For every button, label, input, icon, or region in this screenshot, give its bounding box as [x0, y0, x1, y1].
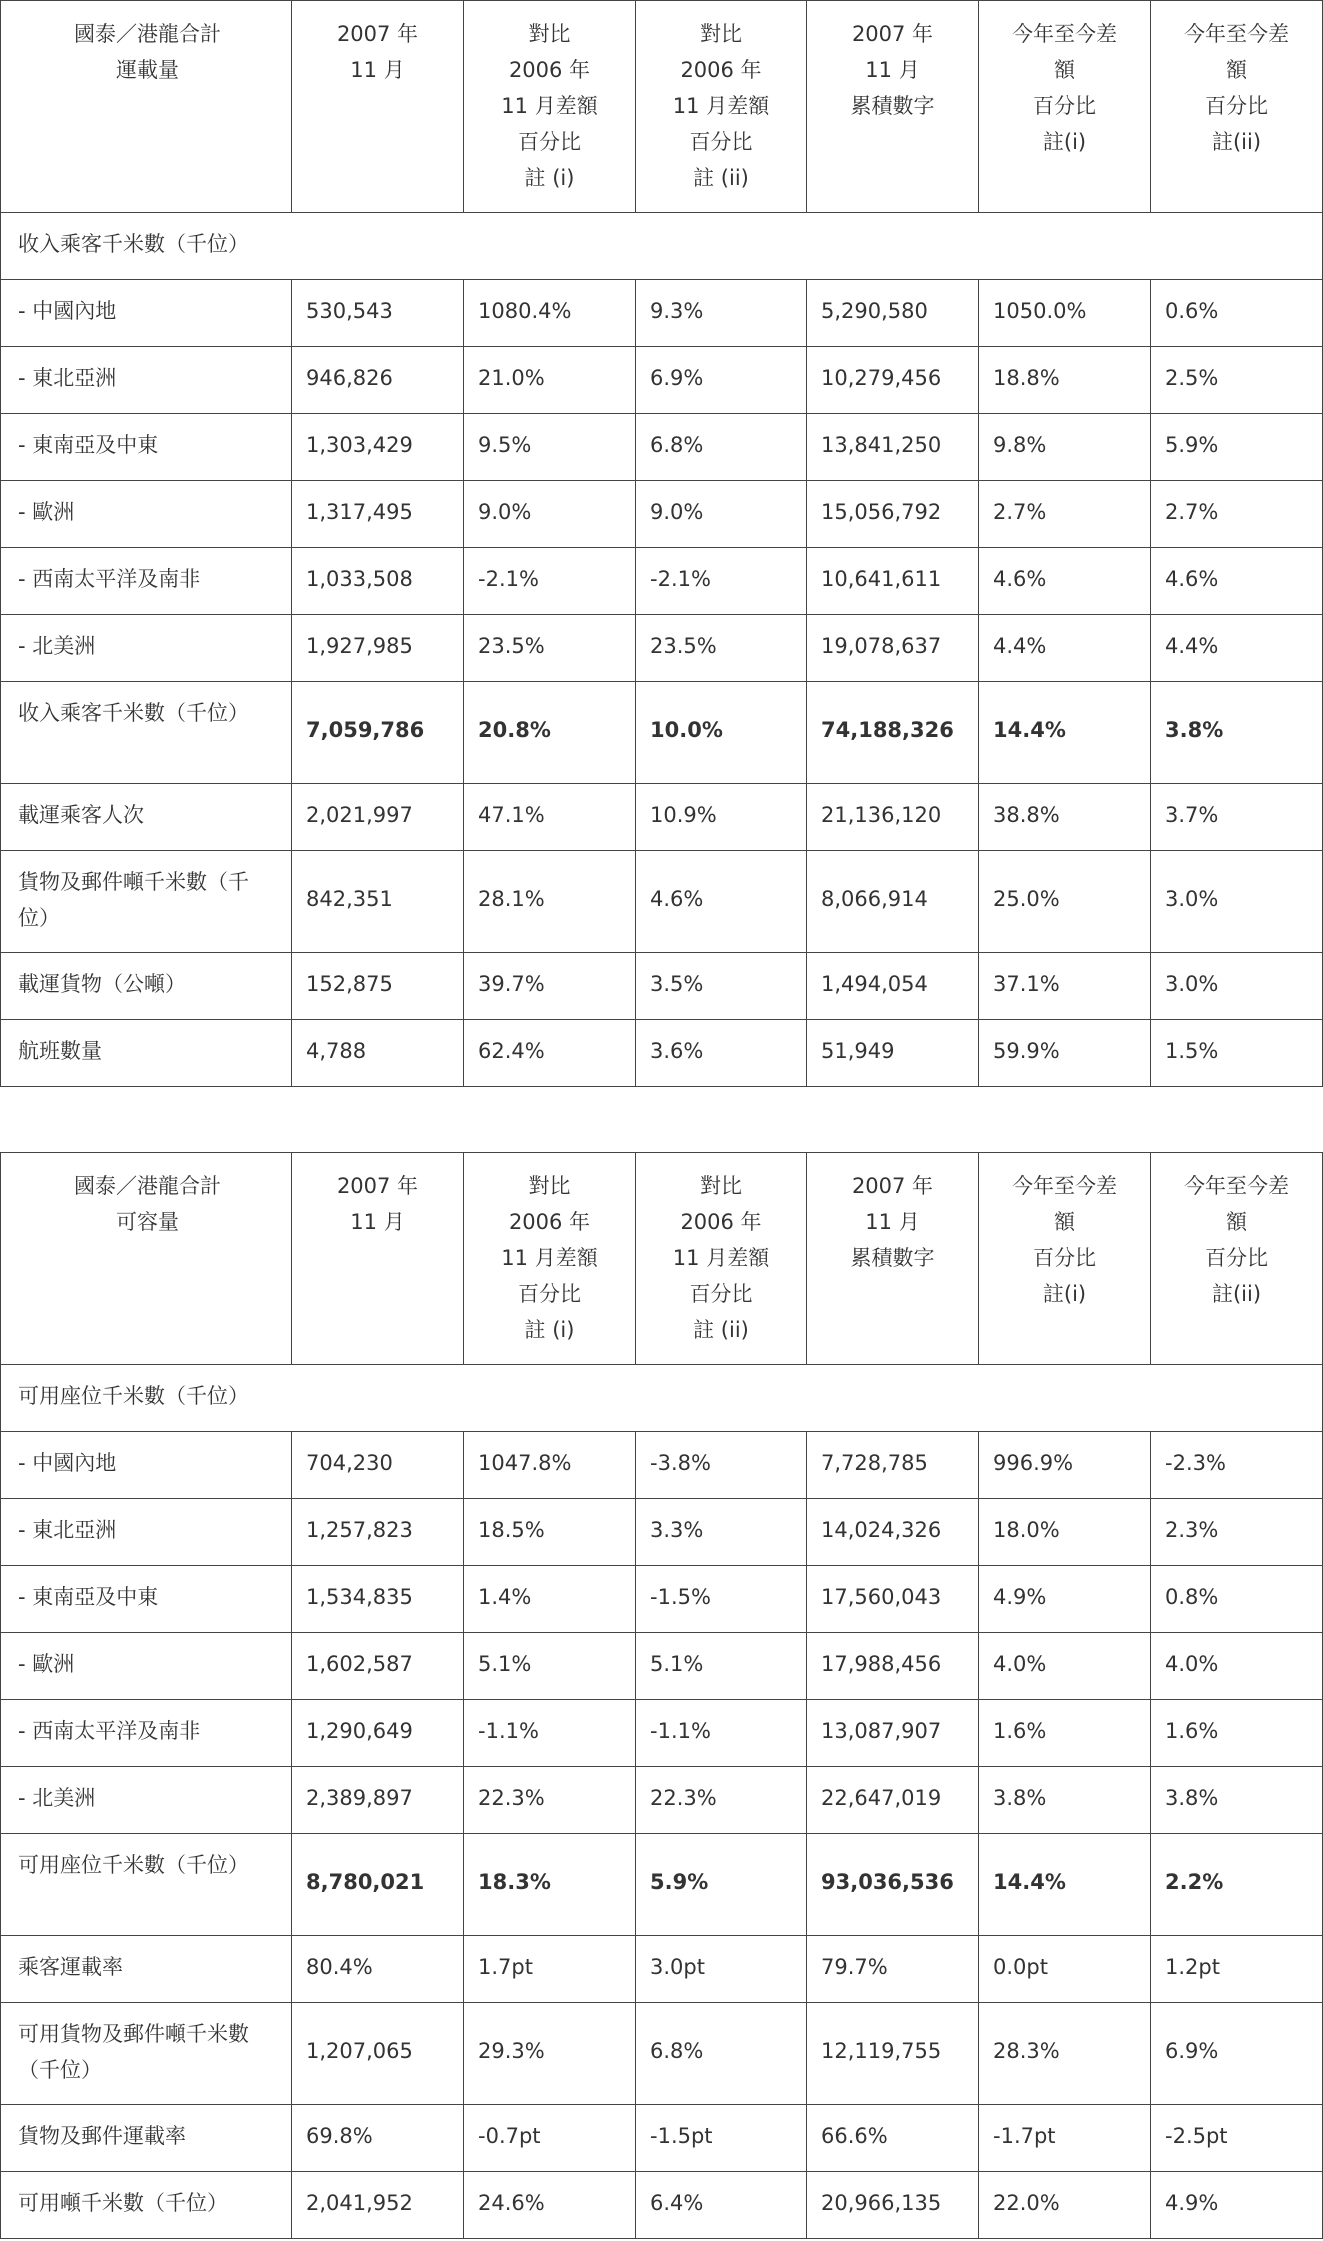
row-label: - 西南太平洋及南非: [1, 1700, 292, 1767]
header-cell: [1, 1, 292, 213]
table-cell: 8,066,914: [807, 851, 979, 953]
table-cell: 6.8%: [636, 414, 807, 481]
table-cell: 9.3%: [636, 280, 807, 347]
table-cell: 79.7%: [807, 1936, 979, 2003]
table-cell: 10,641,611: [807, 548, 979, 615]
header-line: 額: [1226, 1210, 1247, 1234]
table-cell: 1,602,587: [292, 1633, 464, 1700]
header-line: 可容量: [116, 1210, 179, 1234]
table-cell: 1,317,495: [292, 481, 464, 548]
header-line: 11 月: [865, 1210, 920, 1234]
table-cell: 74,188,326: [807, 682, 979, 784]
table-cell: 6.8%: [636, 2003, 807, 2105]
table-cell: 5,290,580: [807, 280, 979, 347]
table-cell: 1.4%: [464, 1566, 636, 1633]
table-cell: 93,036,536: [807, 1834, 979, 1936]
table-cell: 5.9%: [636, 1834, 807, 1936]
table-cell: 4.6%: [979, 548, 1151, 615]
header-line: 註 (ii): [693, 1318, 749, 1342]
table-cell: 20,966,135: [807, 2172, 979, 2239]
table-row: [1, 1834, 1323, 1936]
row-label: - 歐洲: [1, 1633, 292, 1700]
header-line: 國泰／港龍合計: [74, 22, 221, 46]
header-line: 國泰／港龍合計: [74, 1174, 221, 1198]
table-cell: 17,560,043: [807, 1566, 979, 1633]
row-label: - 北美洲: [1, 615, 292, 682]
table-cell: 1047.8%: [464, 1432, 636, 1499]
table-cell: -2.1%: [636, 548, 807, 615]
header-line: 今年至今差: [1184, 1174, 1289, 1198]
header-line: 註(ii): [1211, 130, 1262, 154]
table-cell: -1.1%: [464, 1700, 636, 1767]
header-line: 累積數字: [850, 1246, 935, 1270]
table-cell: 69.8%: [292, 2105, 464, 2172]
table-cell: 4.4%: [979, 615, 1151, 682]
table-cell: 1,494,054: [807, 953, 979, 1020]
table-cell: 1,534,835: [292, 1566, 464, 1633]
table-cell: 5.1%: [464, 1633, 636, 1700]
table-cell: 3.5%: [636, 953, 807, 1020]
table-cell: 51,949: [807, 1020, 979, 1087]
table-cell: 3.0pt: [636, 1936, 807, 2003]
table-row: [1, 2105, 1323, 2172]
table-cell: 0.0pt: [979, 1936, 1151, 2003]
table-cell: 13,841,250: [807, 414, 979, 481]
header-line: 百分比: [689, 1282, 753, 1306]
table-cell: 4.0%: [979, 1633, 1151, 1700]
table-cell: 19,078,637: [807, 615, 979, 682]
table-cell: 4.6%: [636, 851, 807, 953]
header-line: 百分比: [518, 1282, 581, 1306]
table-cell: 1050.0%: [979, 280, 1151, 347]
table-cell: 4.6%: [1151, 548, 1323, 615]
section-title: 可用座位千米數（千位）: [1, 1365, 1323, 1432]
table-cell: 23.5%: [464, 615, 636, 682]
table-cell: 1,290,649: [292, 1700, 464, 1767]
table-row: [1, 347, 1323, 414]
table-cell: 996.9%: [979, 1432, 1151, 1499]
table-cell: 8,780,021: [292, 1834, 464, 1936]
traffic-table-body: [1, 1, 1323, 1087]
table-cell: -1.5%: [636, 1566, 807, 1633]
table-cell: 62.4%: [464, 1020, 636, 1087]
row-label: 載運貨物（公噸）: [1, 953, 292, 1020]
section-title: 收入乘客千米數（千位）: [1, 213, 1323, 280]
table-cell: 3.8%: [1151, 682, 1323, 784]
table-cell: 4.9%: [1151, 2172, 1323, 2239]
row-label: 載運乘客人次: [1, 784, 292, 851]
table-cell: 2,389,897: [292, 1767, 464, 1834]
table-cell: 18.0%: [979, 1499, 1151, 1566]
table-row: [1, 1936, 1323, 2003]
table-cell: -2.5pt: [1151, 2105, 1323, 2172]
table-cell: 21,136,120: [807, 784, 979, 851]
table-row: [1, 1020, 1323, 1087]
table-cell: 1.5%: [1151, 1020, 1323, 1087]
table-cell: 13,087,907: [807, 1700, 979, 1767]
table-row: [1, 1633, 1323, 1700]
row-label: - 歐洲: [1, 481, 292, 548]
traffic-table: [0, 0, 1323, 1087]
header-line: 註 (i): [524, 1318, 575, 1342]
table-cell: 18.3%: [464, 1834, 636, 1936]
row-label: - 東北亞洲: [1, 347, 292, 414]
table-cell: 3.7%: [1151, 784, 1323, 851]
table-cell: 38.8%: [979, 784, 1151, 851]
header-line: 今年至今差: [1012, 1174, 1117, 1198]
header-cell: [979, 1, 1151, 213]
header-line: 2007 年: [336, 22, 419, 46]
table-cell: 4,788: [292, 1020, 464, 1087]
header-line: 對比: [528, 1174, 571, 1198]
table-cell: 3.3%: [636, 1499, 807, 1566]
table-cell: 2.2%: [1151, 1834, 1323, 1936]
table-cell: 9.0%: [464, 481, 636, 548]
header-cell: [1151, 1153, 1323, 1365]
header-line: 2006 年: [508, 1210, 591, 1234]
row-label: 航班數量: [1, 1020, 292, 1087]
header-line: 2006 年: [680, 1210, 762, 1234]
row-label: - 西南太平洋及南非: [1, 548, 292, 615]
header-line: 今年至今差: [1184, 22, 1289, 46]
header-line: 運載量: [116, 58, 179, 82]
table-cell: 10.0%: [636, 682, 807, 784]
table-cell: 17,988,456: [807, 1633, 979, 1700]
table-cell: 39.7%: [464, 953, 636, 1020]
header-line: 額: [1226, 58, 1247, 82]
table-cell: 80.4%: [292, 1936, 464, 2003]
table-cell: 1,927,985: [292, 615, 464, 682]
section-row: [1, 213, 1323, 280]
table-cell: 1.6%: [979, 1700, 1151, 1767]
row-label: - 北美洲: [1, 1767, 292, 1834]
header-line: 對比: [700, 1174, 742, 1198]
table-cell: 14.4%: [979, 682, 1151, 784]
table-cell: -3.8%: [636, 1432, 807, 1499]
header-line: 百分比: [689, 130, 753, 154]
table-cell: 3.0%: [1151, 953, 1323, 1020]
table-row: [1, 1499, 1323, 1566]
table-row: [1, 414, 1323, 481]
table-cell: 12,119,755: [807, 2003, 979, 2105]
header-line: 累積數字: [850, 94, 935, 118]
table-cell: 7,059,786: [292, 682, 464, 784]
header-row: [1, 1, 1323, 213]
header-line: 對比: [700, 22, 742, 46]
table-cell: 1080.4%: [464, 280, 636, 347]
row-label: 可用噸千米數（千位）: [1, 2172, 292, 2239]
table-cell: 14.4%: [979, 1834, 1151, 1936]
table-row: [1, 1700, 1323, 1767]
header-line: 2006 年: [680, 58, 762, 82]
header-line: 11 月差額: [501, 1246, 598, 1270]
table-row: [1, 1767, 1323, 1834]
header-line: 註(ii): [1211, 1282, 1262, 1306]
table-cell: 28.1%: [464, 851, 636, 953]
header-line: 2007 年: [851, 1174, 934, 1198]
row-label: - 中國內地: [1, 1432, 292, 1499]
table-cell: 5.1%: [636, 1633, 807, 1700]
header-line: 註(i): [1042, 1282, 1087, 1306]
header-row: [1, 1153, 1323, 1365]
table-cell: 2.5%: [1151, 347, 1323, 414]
table-cell: 3.8%: [1151, 1767, 1323, 1834]
header-cell: [292, 1153, 464, 1365]
table-cell: 10,279,456: [807, 347, 979, 414]
table-cell: 22.0%: [979, 2172, 1151, 2239]
table-cell: 2,021,997: [292, 784, 464, 851]
row-label: 乘客運載率: [1, 1936, 292, 2003]
table-cell: 1.7pt: [464, 1936, 636, 2003]
header-line: 11 月差額: [672, 1246, 770, 1270]
table-cell: 9.8%: [979, 414, 1151, 481]
table-row: [1, 1432, 1323, 1499]
table-cell: 22,647,019: [807, 1767, 979, 1834]
capacity-table-body: [1, 1153, 1323, 2239]
table-row: [1, 2172, 1323, 2239]
table-cell: 6.9%: [636, 347, 807, 414]
header-cell: [292, 1, 464, 213]
header-cell: [636, 1153, 807, 1365]
table-cell: -1.1%: [636, 1700, 807, 1767]
table-cell: 18.8%: [979, 347, 1151, 414]
header-line: 百分比: [518, 130, 581, 154]
table-cell: 1,207,065: [292, 2003, 464, 2105]
table-cell: -1.5pt: [636, 2105, 807, 2172]
header-cell: [636, 1, 807, 213]
table-cell: 1,303,429: [292, 414, 464, 481]
table-cell: 9.0%: [636, 481, 807, 548]
table-cell: -2.1%: [464, 548, 636, 615]
table-cell: 10.9%: [636, 784, 807, 851]
table-row: [1, 851, 1323, 953]
table-cell: 5.9%: [1151, 414, 1323, 481]
row-label: - 中國內地: [1, 280, 292, 347]
table-row: [1, 280, 1323, 347]
table-cell: 1,257,823: [292, 1499, 464, 1566]
table-cell: 20.8%: [464, 682, 636, 784]
table-row: [1, 682, 1323, 784]
header-line: 11 月: [350, 1210, 405, 1234]
table-cell: 530,543: [292, 280, 464, 347]
table-cell: 1.2pt: [1151, 1936, 1323, 2003]
table-cell: 2.7%: [1151, 481, 1323, 548]
table-cell: 4.9%: [979, 1566, 1151, 1633]
header-cell: [1151, 1, 1323, 213]
table-cell: -2.3%: [1151, 1432, 1323, 1499]
table-cell: 3.6%: [636, 1020, 807, 1087]
header-line: 11 月差額: [501, 94, 598, 118]
table-cell: 2.3%: [1151, 1499, 1323, 1566]
table-cell: 9.5%: [464, 414, 636, 481]
table-cell: 24.6%: [464, 2172, 636, 2239]
table-row: [1, 1566, 1323, 1633]
header-line: 對比: [528, 22, 571, 46]
header-line: 11 月: [350, 58, 405, 82]
header-cell: [1, 1153, 292, 1365]
header-line: 百分比: [1033, 1246, 1096, 1270]
table-cell: 22.3%: [636, 1767, 807, 1834]
table-cell: 3.0%: [1151, 851, 1323, 953]
header-line: 11 月: [865, 58, 920, 82]
header-line: 今年至今差: [1012, 22, 1117, 46]
table-cell: 1,033,508: [292, 548, 464, 615]
header-cell: [464, 1153, 636, 1365]
table-cell: 28.3%: [979, 2003, 1151, 2105]
header-line: 額: [1054, 1210, 1075, 1234]
table-cell: 2.7%: [979, 481, 1151, 548]
header-line: 註 (i): [524, 166, 575, 190]
table-row: [1, 548, 1323, 615]
table-cell: 6.4%: [636, 2172, 807, 2239]
table-cell: -1.7pt: [979, 2105, 1151, 2172]
row-label: 貨物及郵件噸千米數（千位）: [1, 851, 292, 953]
table-cell: 7,728,785: [807, 1432, 979, 1499]
row-label: - 東北亞洲: [1, 1499, 292, 1566]
row-label: 可用貨物及郵件噸千米數（千位）: [1, 2003, 292, 2105]
header-cell: [464, 1, 636, 213]
table-row: [1, 953, 1323, 1020]
table-cell: 0.8%: [1151, 1566, 1323, 1633]
table-cell: 66.6%: [807, 2105, 979, 2172]
header-cell: [807, 1153, 979, 1365]
table-cell: 14,024,326: [807, 1499, 979, 1566]
row-label: 收入乘客千米數（千位）: [1, 682, 292, 784]
header-line: 百分比: [1205, 1246, 1268, 1270]
table-cell: 4.4%: [1151, 615, 1323, 682]
table-cell: 29.3%: [464, 2003, 636, 2105]
header-line: 2006 年: [508, 58, 591, 82]
table-cell: 3.8%: [979, 1767, 1151, 1834]
table-cell: 1.6%: [1151, 1700, 1323, 1767]
capacity-table: [0, 1152, 1323, 2239]
table-cell: 37.1%: [979, 953, 1151, 1020]
table-cell: 18.5%: [464, 1499, 636, 1566]
table-cell: -0.7pt: [464, 2105, 636, 2172]
table-cell: 152,875: [292, 953, 464, 1020]
row-label: - 東南亞及中東: [1, 1566, 292, 1633]
row-label: 可用座位千米數（千位）: [1, 1834, 292, 1936]
header-cell: [979, 1153, 1151, 1365]
table-cell: 21.0%: [464, 347, 636, 414]
table-row: [1, 615, 1323, 682]
table-row: [1, 481, 1323, 548]
header-line: 註 (ii): [693, 166, 749, 190]
table-cell: 59.9%: [979, 1020, 1151, 1087]
table-row: [1, 784, 1323, 851]
table-cell: 25.0%: [979, 851, 1151, 953]
table-cell: 6.9%: [1151, 2003, 1323, 2105]
table-cell: 4.0%: [1151, 1633, 1323, 1700]
header-line: 11 月差額: [672, 94, 770, 118]
table-cell: 946,826: [292, 347, 464, 414]
header-line: 百分比: [1033, 94, 1096, 118]
table-row: [1, 2003, 1323, 2105]
row-label: 貨物及郵件運載率: [1, 2105, 292, 2172]
table-cell: 704,230: [292, 1432, 464, 1499]
header-line: 額: [1054, 58, 1075, 82]
table-cell: 0.6%: [1151, 280, 1323, 347]
table-cell: 2,041,952: [292, 2172, 464, 2239]
header-line: 百分比: [1205, 94, 1268, 118]
header-cell: [807, 1, 979, 213]
section-row: [1, 1365, 1323, 1432]
row-label: - 東南亞及中東: [1, 414, 292, 481]
header-line: 2007 年: [851, 22, 934, 46]
header-line: 2007 年: [336, 1174, 419, 1198]
table-cell: 23.5%: [636, 615, 807, 682]
header-line: 註(i): [1042, 130, 1087, 154]
table-cell: 47.1%: [464, 784, 636, 851]
table-cell: 842,351: [292, 851, 464, 953]
table-cell: 22.3%: [464, 1767, 636, 1834]
table-cell: 15,056,792: [807, 481, 979, 548]
